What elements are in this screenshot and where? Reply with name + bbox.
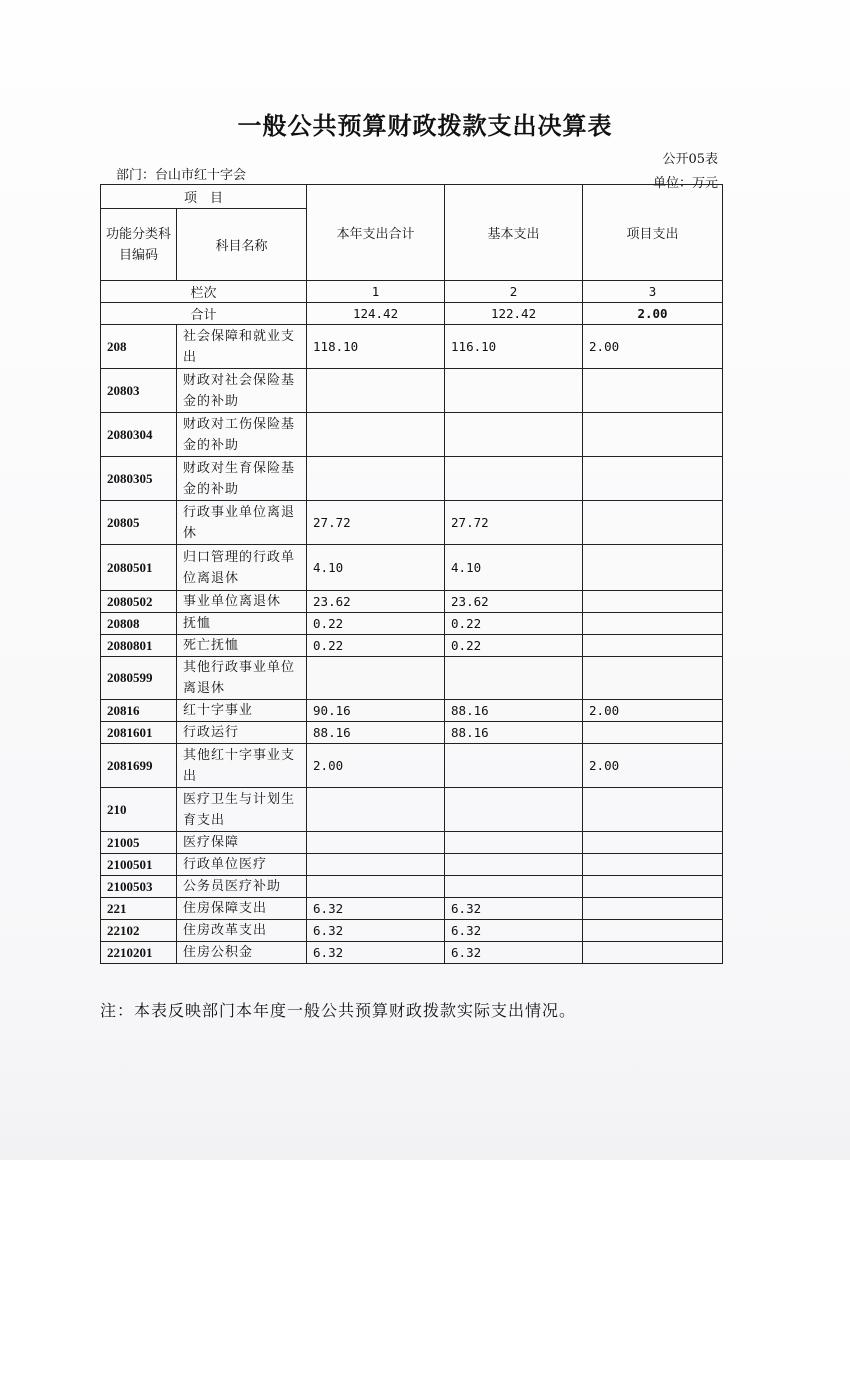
subject-code: 22102	[101, 920, 177, 942]
subject-name: 住房保障支出	[177, 898, 307, 920]
project-expense	[583, 854, 723, 876]
basic-expense	[445, 369, 583, 413]
basic-expense: 6.32	[445, 942, 583, 964]
total-expense	[307, 788, 445, 832]
basic-expense	[445, 744, 583, 788]
subject-name: 事业单位离退休	[177, 591, 307, 613]
total-expense: 0.22	[307, 613, 445, 635]
table-row	[101, 832, 723, 854]
subject-name: 行政运行	[177, 722, 307, 744]
subject-code: 2080599	[101, 657, 177, 700]
project-expense	[583, 501, 723, 545]
total-expense: 6.32	[307, 898, 445, 920]
subject-code: 20805	[101, 501, 177, 545]
table-row	[101, 898, 723, 920]
subject-code: 20808	[101, 613, 177, 635]
project-expense	[583, 413, 723, 457]
col-index-2: 2	[445, 281, 583, 303]
basic-expense: 116.10	[445, 325, 583, 369]
subject-code: 2080502	[101, 591, 177, 613]
subject-code: 2080801	[101, 635, 177, 657]
sum-basic: 122.42	[445, 303, 583, 325]
table-row	[101, 722, 723, 744]
total-expense: 118.10	[307, 325, 445, 369]
basic-expense	[445, 413, 583, 457]
func-code-header: 功能分类科目编码	[101, 209, 177, 281]
subject-name: 其他红十字事业支出	[177, 744, 307, 788]
subject-name: 死亡抚恤	[177, 635, 307, 657]
project-expense	[583, 657, 723, 700]
subject-code: 2080501	[101, 545, 177, 591]
subject-code: 221	[101, 898, 177, 920]
basic-expense	[445, 854, 583, 876]
total-expense: 88.16	[307, 722, 445, 744]
subject-code: 20803	[101, 369, 177, 413]
project-expense	[583, 591, 723, 613]
col-index-label: 栏次	[101, 281, 307, 303]
subject-name-header: 科目名称	[177, 209, 307, 281]
subject-code: 2210201	[101, 942, 177, 964]
table-row	[101, 545, 723, 591]
subject-name: 住房公积金	[177, 942, 307, 964]
basic-expense	[445, 657, 583, 700]
unit-label: 单位：万元	[652, 176, 718, 191]
subject-name: 行政事业单位离退休	[177, 501, 307, 545]
project-expense	[583, 898, 723, 920]
basic-expense	[445, 457, 583, 501]
subject-name: 归口管理的行政单位离退休	[177, 545, 307, 591]
table-row	[101, 591, 723, 613]
total-expense	[307, 832, 445, 854]
budget-table	[100, 184, 723, 964]
subject-code: 2080304	[101, 413, 177, 457]
project-expense	[583, 635, 723, 657]
subject-name: 抚恤	[177, 613, 307, 635]
subject-code: 2100503	[101, 876, 177, 898]
table-row	[101, 635, 723, 657]
subject-name: 医疗卫生与计划生育支出	[177, 788, 307, 832]
project-expense	[583, 722, 723, 744]
total-expense: 27.72	[307, 501, 445, 545]
total-expense	[307, 369, 445, 413]
total-expense	[307, 457, 445, 501]
project-expense	[583, 832, 723, 854]
project-expense	[583, 876, 723, 898]
subject-code: 208	[101, 325, 177, 369]
subject-code: 2081601	[101, 722, 177, 744]
table-row	[101, 920, 723, 942]
total-expense: 90.16	[307, 700, 445, 722]
sum-total: 124.42	[307, 303, 445, 325]
sum-label: 合计	[101, 303, 307, 325]
subject-name: 社会保障和就业支出	[177, 325, 307, 369]
basic-expense	[445, 788, 583, 832]
project-expense	[583, 545, 723, 591]
subject-code: 2100501	[101, 854, 177, 876]
subject-code: 20816	[101, 700, 177, 722]
basic-expense	[445, 832, 583, 854]
table-row	[101, 744, 723, 788]
subject-name: 住房改革支出	[177, 920, 307, 942]
subject-code: 210	[101, 788, 177, 832]
total-expense: 4.10	[307, 545, 445, 591]
subject-name: 公务员医疗补助	[177, 876, 307, 898]
table-row	[101, 788, 723, 832]
project-expense	[583, 457, 723, 501]
subject-name: 医疗保障	[177, 832, 307, 854]
subject-code: 2080305	[101, 457, 177, 501]
table-row	[101, 700, 723, 722]
total-expense: 23.62	[307, 591, 445, 613]
department-label: 部门：台山市红十字会	[116, 168, 247, 183]
col-total-header: 本年支出合计	[307, 185, 445, 281]
project-expense: 2.00	[583, 700, 723, 722]
total-expense	[307, 854, 445, 876]
table-row	[101, 854, 723, 876]
total-expense: 6.32	[307, 920, 445, 942]
col-project-header: 项目支出	[583, 185, 723, 281]
basic-expense: 27.72	[445, 501, 583, 545]
page-title: 一般公共预算财政拨款支出决算表	[237, 111, 613, 140]
project-expense	[583, 369, 723, 413]
item-header: 项 目	[101, 185, 307, 209]
sum-project: 2.00	[583, 303, 723, 325]
table-row	[101, 942, 723, 964]
basic-expense: 6.32	[445, 920, 583, 942]
col-index-1: 1	[307, 281, 445, 303]
table-row	[101, 369, 723, 413]
basic-expense: 23.62	[445, 591, 583, 613]
total-expense	[307, 876, 445, 898]
basic-expense: 88.16	[445, 722, 583, 744]
footnote: 注：本表反映部门本年度一般公共预算财政拨款实际支出情况。	[100, 1001, 577, 1020]
project-expense: 2.00	[583, 744, 723, 788]
table-row	[101, 613, 723, 635]
project-expense	[583, 613, 723, 635]
total-expense: 6.32	[307, 942, 445, 964]
subject-name: 其他行政事业单位离退休	[177, 657, 307, 700]
subject-name: 行政单位医疗	[177, 854, 307, 876]
basic-expense: 0.22	[445, 635, 583, 657]
total-expense: 2.00	[307, 744, 445, 788]
project-expense	[583, 920, 723, 942]
basic-expense: 88.16	[445, 700, 583, 722]
table-row	[101, 876, 723, 898]
basic-expense	[445, 876, 583, 898]
basic-expense: 4.10	[445, 545, 583, 591]
col-basic-header: 基本支出	[445, 185, 583, 281]
project-expense	[583, 788, 723, 832]
project-expense	[583, 942, 723, 964]
table-row	[101, 325, 723, 369]
form-number: 公开05表	[662, 152, 718, 167]
total-expense	[307, 413, 445, 457]
subject-name: 财政对生育保险基金的补助	[177, 457, 307, 501]
table-row	[101, 413, 723, 457]
subject-name: 财政对社会保险基金的补助	[177, 369, 307, 413]
subject-code: 2081699	[101, 744, 177, 788]
basic-expense: 0.22	[445, 613, 583, 635]
total-expense: 0.22	[307, 635, 445, 657]
col-index-3: 3	[583, 281, 723, 303]
subject-name: 财政对工伤保险基金的补助	[177, 413, 307, 457]
total-expense	[307, 657, 445, 700]
table-row	[101, 657, 723, 700]
subject-name: 红十字事业	[177, 700, 307, 722]
table-row	[101, 501, 723, 545]
table-row	[101, 457, 723, 501]
subject-code: 21005	[101, 832, 177, 854]
basic-expense: 6.32	[445, 898, 583, 920]
project-expense: 2.00	[583, 325, 723, 369]
